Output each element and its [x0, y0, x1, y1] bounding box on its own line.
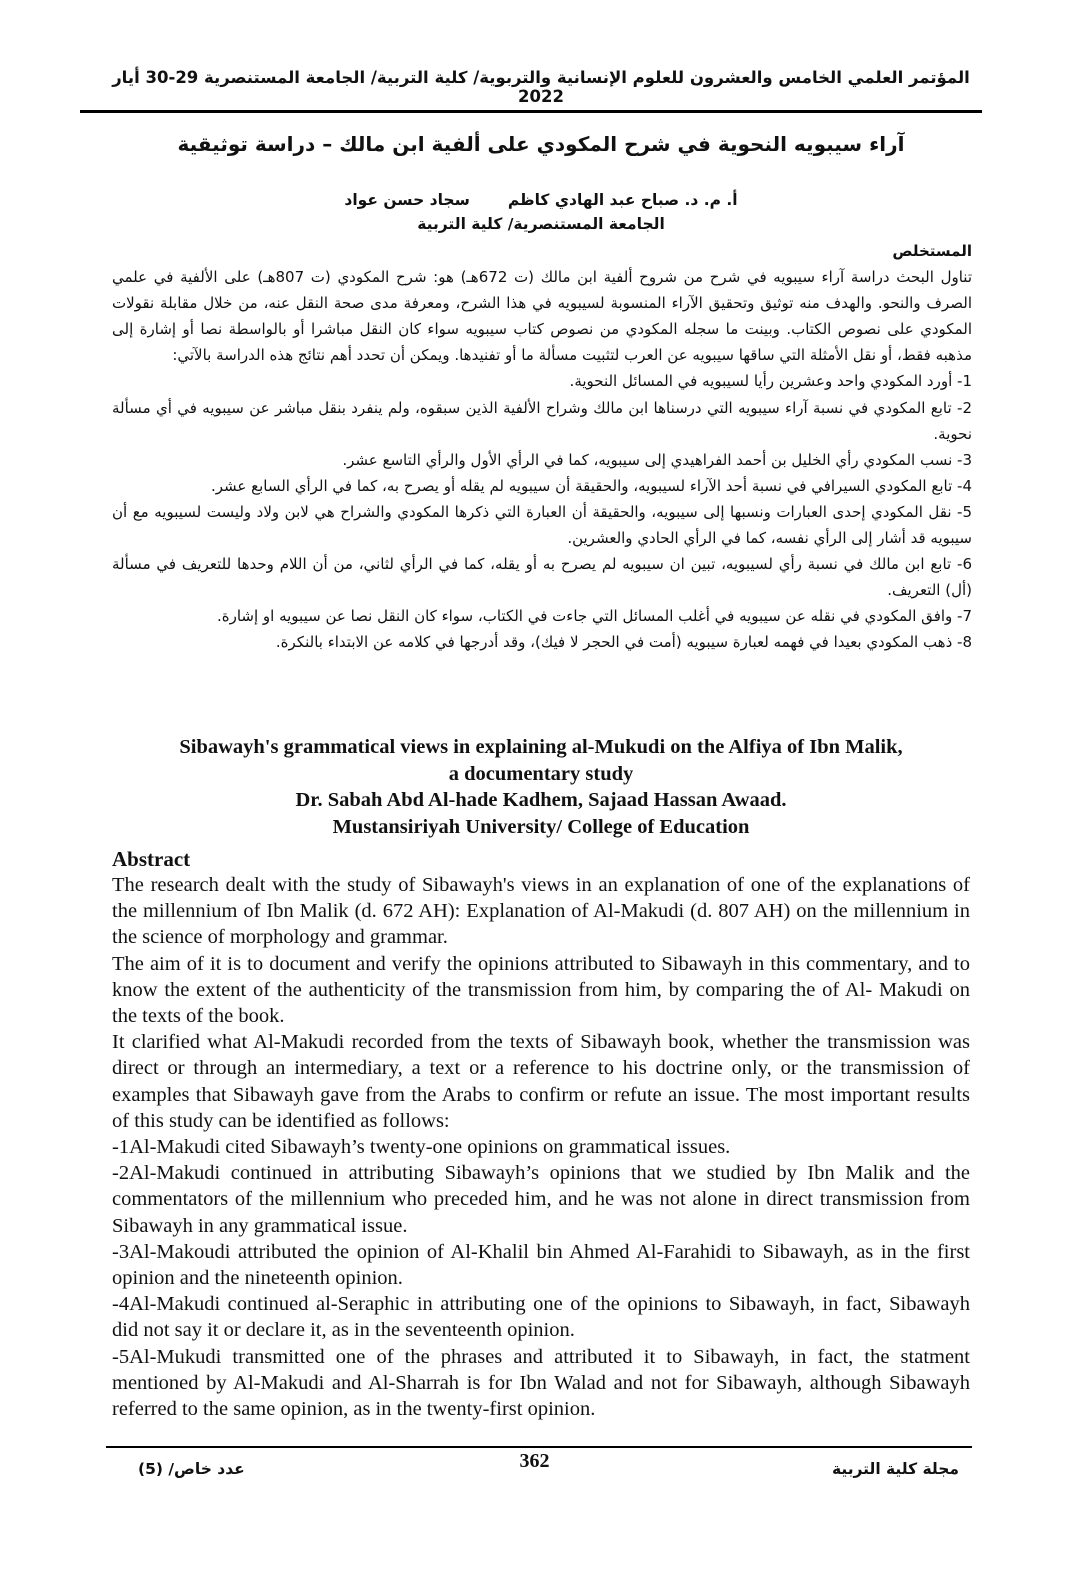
- english-affiliation: Mustansiriyah University/ College of Education: [332, 815, 750, 838]
- arabic-affiliation: الجامعة المستنصرية/ كلية التربية: [417, 215, 665, 233]
- arabic-result-item: 2- تابع المكودي في نسبة آراء سيبويه التي درسناها ابن مالك وشراح الألفية الذين سبقوه، ولم ينفرد بنقل مباشر عن سيبويه في أي مسألة نحوية.: [112, 398, 972, 443]
- arabic-author-2: سجاد حسن عواد: [344, 191, 470, 209]
- english-title-line: Sibawayh's grammatical views in explaining al-Mukudi on the Alfiya of Ibn Malik,: [179, 736, 903, 758]
- footer-journal-name: مجلة كلية التربية: [831, 1460, 959, 1478]
- english-result-item: -5Al-Mukudi transmitted one of the phrases and attributed it to Sibawayh, in fact, the statment mentioned by Al-Makudi and Al-Sharrah is for Ibn Walad and not for Sibawayh, although Sibawayh referred to the same opinion, as in the twenty-first opinion.: [112, 1345, 970, 1421]
- arabic-result-item: 4- تابع المكودي السيرافي في نسبة أحد الآراء لسيبويه، والحقيقة أن سيبويه لم يقله أو يصرح به، كما في الرأي السابع عشر.: [210, 476, 972, 495]
- arabic-result-item: 8- ذهب المكودي بعيدا في فهمه لعبارة سيبويه (أمت في الحجر لا فيك)، وقد أدرجها في كلامه عن الابتداء بالنكرة.: [275, 633, 972, 652]
- english-title-block: [112, 734, 970, 840]
- footer-issue: عدد خاص/ (5): [138, 1460, 245, 1478]
- arabic-result-item: 3- نسب المكودي رأي الخليل بن أحمد الفراهيدي إلى سيبويه، كما في الرأي الأول والرأي التاسع عشر.: [342, 450, 972, 469]
- english-result-item: -4Al-Makudi continued al-Seraphic in attributing one of the opinions to Sibawayh, in fact, Sibawayh did not say it or declare it, as in the seventeenth opinion.: [112, 1293, 970, 1342]
- english-result-item: -3Al-Makoudi attributed the opinion of Al-Khalil bin Ahmed Al-Farahidi to Sibawayh, as in the first opinion and the nineteenth opinion.: [112, 1240, 970, 1290]
- arabic-abstract: [112, 238, 972, 656]
- arabic-author-line: [110, 188, 972, 212]
- page-number: 362: [519, 1450, 550, 1472]
- footer-divider: [106, 1446, 972, 1448]
- english-section: [112, 734, 970, 1422]
- arabic-authors: [110, 188, 972, 236]
- english-abstract-paragraph: The aim of it is to document and verify the opinions attributed to Sibawayh in this commentary, and to know the extent of the authenticity of the transmission from him, by comparing the of Al- Makudi on the texts of the book.: [112, 952, 970, 1028]
- english-abstract-paragraph: The research dealt with the study of Sibawayh's views in an explanation of one of the explanations of the millennium of Ibn Malik (d. 672 AH): Explanation of Al-Makudi (d. 807 AH) on the millennium in the science of morphology and grammar.: [112, 874, 970, 949]
- arabic-result-item: 1- أورد المكودي واحد وعشرين رأيا لسيبويه في المسائل النحوية.: [569, 372, 972, 391]
- english-title-line: a documentary study: [448, 762, 634, 785]
- arabic-result-item: 5- نقل المكودي إحدى العبارات ونسبها إلى سيبويه، والحقيقة أن العبارة التي ذكرها المكودي والشراح هي لابن ولاد وليست لسيبويه مع أن سيبويه قد أشار إلى الرأي نفسه، كما في الرأي الحادي والعشرين.: [112, 502, 972, 548]
- arabic-result-item: 6- تابع ابن مالك في نسبة رأي لسيبويه، تبين ان سيبويه لم يصرح به أو يقله، كما في الرأي لثاني، من أن اللام وحدها للتعريف في مسألة (أل) التعريف.: [112, 555, 972, 600]
- conference-header: المؤتمر العلمي الخامس والعشرون للعلوم الإنسانية والتربوية/ كلية التربية/ الجامعة المستنصرية 29-30 أيار 2022: [112, 68, 970, 106]
- header-divider: [80, 110, 982, 113]
- english-abstract: [112, 872, 970, 1422]
- arabic-result-item: 7- وافق المكودي في نقله عن سيبويه في أغلب المسائل التي جاءت في الكتاب، سواء كان النقل نصا عن سيبويه او إشارة.: [216, 607, 972, 626]
- english-abstract-heading: Abstract: [112, 847, 191, 871]
- english-abstract-paragraph: It clarified what Al-Makudi recorded from the texts of Sibawayh book, whether the transmission was direct or through an intermediary, a text or a reference to his doctrine only, or the transmission of examples that Sibawayh gave from the Arabs to confirm or refute an issue. The most important results of this study can be identified as follows:: [112, 1031, 970, 1132]
- english-result-item: -1Al-Makudi cited Sibawayh’s twenty-one opinions on grammatical issues.: [112, 1136, 731, 1159]
- english-result-item: -2Al-Makudi continued in attributing Sibawayh’s opinions that we studied by Ibn Malik and the commentators of the millennium who preceded him, and he was not alone in direct transmission from Sibawayh in any grammatical issue.: [112, 1162, 970, 1237]
- arabic-title: آراء سيبويه النحوية في شرح المكودي على ألفية ابن مالك – دراسة توثيقية: [177, 132, 905, 156]
- english-authors: Dr. Sabah Abd Al-hade Kadhem, Sajaad Hassan Awaad.: [295, 789, 787, 811]
- arabic-author-1: أ. م. د. صباح عبد الهادي كاظم: [507, 191, 738, 209]
- arabic-abstract-heading: المستخلص: [892, 242, 972, 260]
- arabic-abstract-intro: تناول البحث دراسة آراء سيبويه في شرح من شروح ألفية ابن مالك (ت 672هـ) هو: شرح المكودي (ت 807هـ) على الألفية في علمي الصرف والنحو. والهدف منه توثيق وتحقيق الآراء المنسوبة لسيبويه في هذا الشرح، ومعرفة مدى صحة النقل عنه، من خلال مقابلة نقولات المكودي على نصوص الكتاب. وبينت ما سجله المكودي من نصوص كتاب سيبويه سواء كان النقل مباشرا أو بالواسطة نصا أو إشارة إلى مذهبه فقط، أو نقل الأمثلة التي ساقها سيبويه عن العرب لتثبيت مسألة ما أو تفنيدها. ويمكن أن تحدد أهم نتائج هذه الدراسة بالآتي:: [112, 268, 973, 365]
